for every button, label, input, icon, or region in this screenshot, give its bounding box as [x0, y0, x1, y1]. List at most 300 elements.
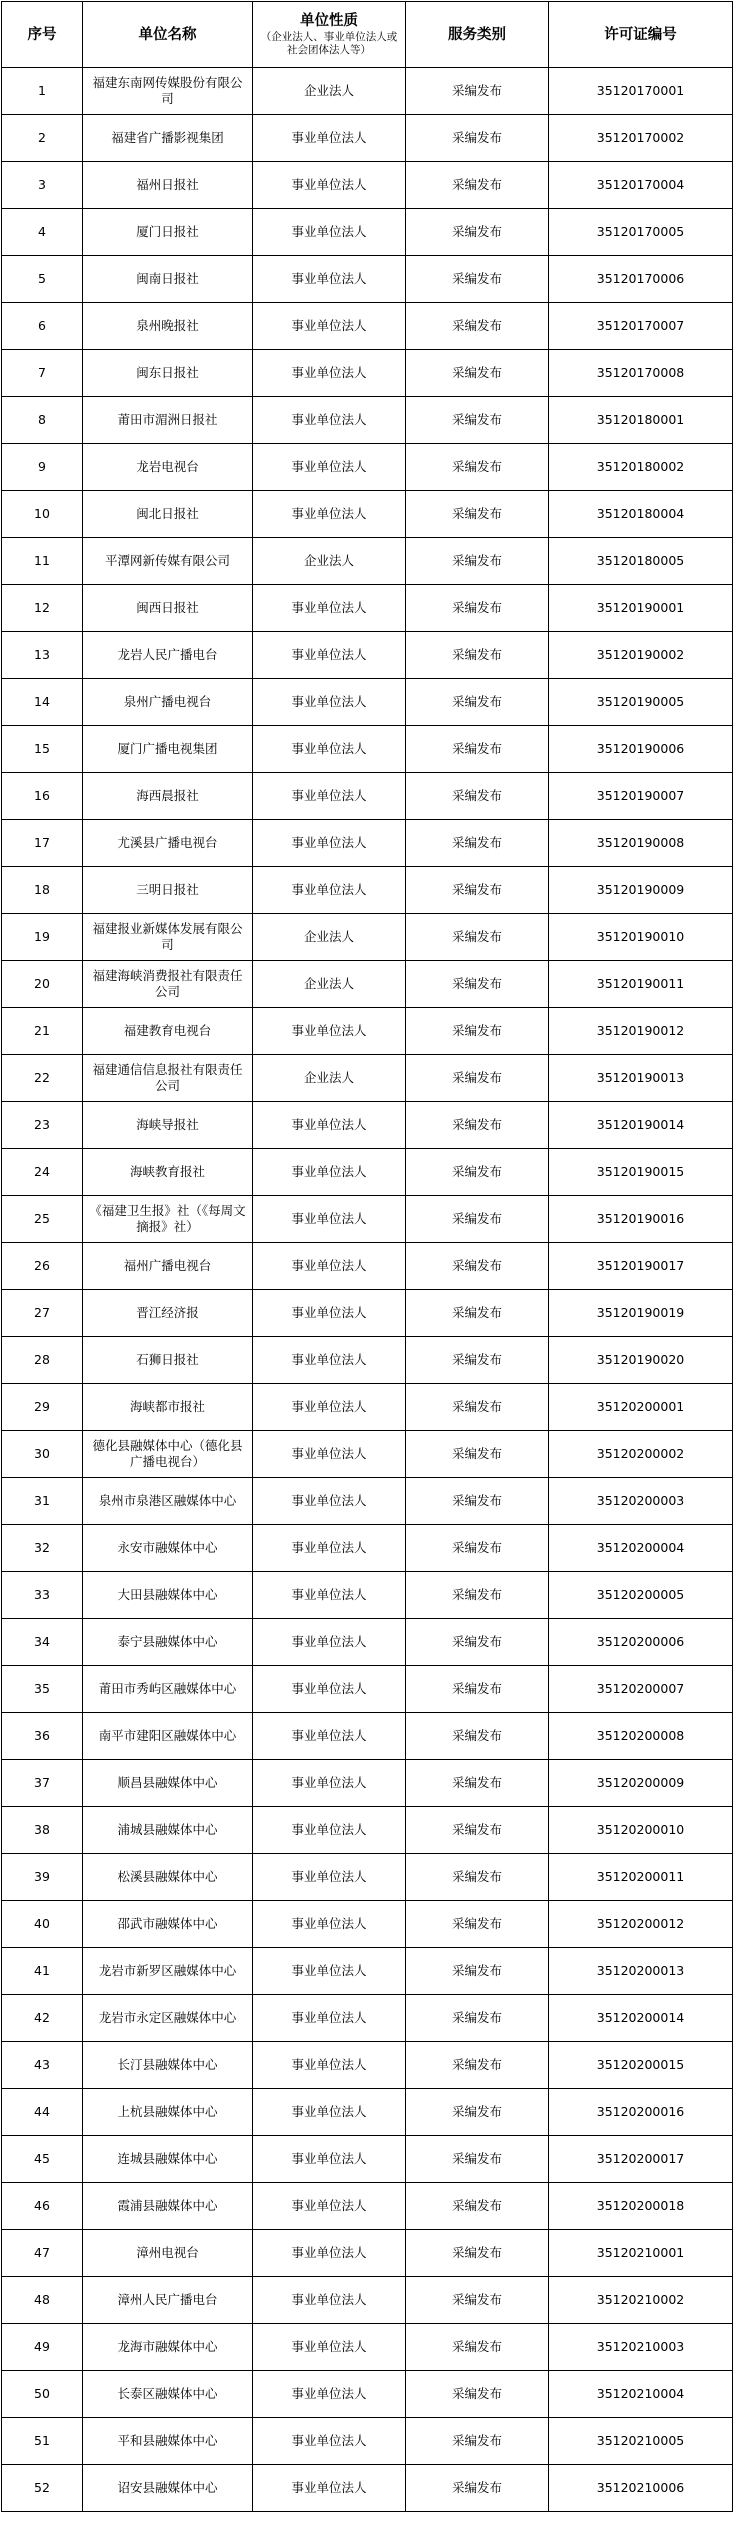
table-row: [2, 1854, 733, 1901]
cell-unit-type: 事业单位法人: [253, 115, 406, 162]
cell-seq: 47: [2, 2230, 83, 2277]
cell-seq: 21: [2, 1008, 83, 1055]
cell-unit-type: 事业单位法人: [253, 1243, 406, 1290]
cell-service-type: 采编发布: [406, 867, 549, 914]
cell-unit-type: 事业单位法人: [253, 2183, 406, 2230]
table-row: [2, 1666, 733, 1713]
cell-license-number: 35120190017: [549, 1243, 733, 1290]
cell-seq: 6: [2, 303, 83, 350]
header-service: 服务类别: [406, 2, 549, 68]
cell-seq: 36: [2, 1713, 83, 1760]
cell-unit-name: 泉州晚报社: [83, 303, 253, 350]
cell-license-number: 35120200014: [549, 1995, 733, 2042]
cell-license-number: 35120200006: [549, 1619, 733, 1666]
cell-service-type: 采编发布: [406, 256, 549, 303]
cell-unit-type: 事业单位法人: [253, 2042, 406, 2089]
cell-service-type: 采编发布: [406, 2230, 549, 2277]
cell-seq: 11: [2, 538, 83, 585]
table-body: [2, 68, 733, 2512]
cell-service-type: 采编发布: [406, 1572, 549, 1619]
cell-service-type: 采编发布: [406, 538, 549, 585]
cell-seq: 12: [2, 585, 83, 632]
cell-unit-name: 上杭县融媒体中心: [83, 2089, 253, 2136]
license-table: [1, 1, 733, 2512]
table-row: [2, 303, 733, 350]
table-row: [2, 1807, 733, 1854]
cell-unit-name: 漳州人民广播电台: [83, 2277, 253, 2324]
cell-unit-name: 德化县融媒体中心（德化县广播电视台）: [83, 1431, 253, 1478]
table-row: [2, 2277, 733, 2324]
cell-unit-type: 事业单位法人: [253, 1384, 406, 1431]
cell-seq: 42: [2, 1995, 83, 2042]
cell-seq: 39: [2, 1854, 83, 1901]
cell-service-type: 采编发布: [406, 1102, 549, 1149]
cell-seq: 38: [2, 1807, 83, 1854]
table-row: [2, 867, 733, 914]
cell-unit-type: 事业单位法人: [253, 444, 406, 491]
cell-unit-type: 事业单位法人: [253, 2371, 406, 2418]
cell-unit-type: 事业单位法人: [253, 2324, 406, 2371]
cell-unit-name: 大田县融媒体中心: [83, 1572, 253, 1619]
cell-seq: 3: [2, 162, 83, 209]
cell-service-type: 采编发布: [406, 585, 549, 632]
cell-seq: 50: [2, 2371, 83, 2418]
cell-unit-name: 闽东日报社: [83, 350, 253, 397]
cell-unit-type: 事业单位法人: [253, 1149, 406, 1196]
cell-unit-type: 事业单位法人: [253, 1478, 406, 1525]
cell-service-type: 采编发布: [406, 1901, 549, 1948]
cell-unit-type: 事业单位法人: [253, 679, 406, 726]
cell-license-number: 35120200002: [549, 1431, 733, 1478]
cell-seq: 40: [2, 1901, 83, 1948]
table-row: [2, 679, 733, 726]
cell-license-number: 35120210001: [549, 2230, 733, 2277]
cell-seq: 32: [2, 1525, 83, 1572]
cell-seq: 29: [2, 1384, 83, 1431]
table-row: [2, 1901, 733, 1948]
cell-seq: 1: [2, 68, 83, 115]
cell-license-number: 35120200013: [549, 1948, 733, 1995]
cell-service-type: 采编发布: [406, 820, 549, 867]
cell-service-type: 采编发布: [406, 1807, 549, 1854]
table-row: [2, 726, 733, 773]
cell-license-number: 35120200011: [549, 1854, 733, 1901]
cell-unit-name: 福建海峡消费报社有限责任公司: [83, 961, 253, 1008]
cell-unit-name: 尤溪县广播电视台: [83, 820, 253, 867]
table-row: [2, 820, 733, 867]
cell-unit-name: 顺昌县融媒体中心: [83, 1760, 253, 1807]
cell-seq: 48: [2, 2277, 83, 2324]
cell-unit-type: 事业单位法人: [253, 2230, 406, 2277]
cell-service-type: 采编发布: [406, 2136, 549, 2183]
cell-unit-type: 事业单位法人: [253, 1901, 406, 1948]
cell-service-type: 采编发布: [406, 679, 549, 726]
table-row: [2, 209, 733, 256]
cell-seq: 35: [2, 1666, 83, 1713]
cell-license-number: 35120190001: [549, 585, 733, 632]
table-row: [2, 538, 733, 585]
cell-unit-type: 事业单位法人: [253, 2136, 406, 2183]
table-row: [2, 444, 733, 491]
cell-service-type: 采编发布: [406, 961, 549, 1008]
cell-license-number: 35120190008: [549, 820, 733, 867]
cell-license-number: 35120170006: [549, 256, 733, 303]
header-row: [2, 2, 733, 68]
cell-service-type: 采编发布: [406, 491, 549, 538]
cell-seq: 25: [2, 1196, 83, 1243]
table-row: [2, 773, 733, 820]
cell-license-number: 35120200012: [549, 1901, 733, 1948]
cell-unit-type: 事业单位法人: [253, 1572, 406, 1619]
cell-unit-name: 永安市融媒体中心: [83, 1525, 253, 1572]
cell-unit-type: 事业单位法人: [253, 726, 406, 773]
cell-service-type: 采编发布: [406, 1525, 549, 1572]
cell-unit-type: 事业单位法人: [253, 209, 406, 256]
cell-seq: 15: [2, 726, 83, 773]
cell-license-number: 35120170002: [549, 115, 733, 162]
cell-service-type: 采编发布: [406, 1760, 549, 1807]
table-row: [2, 1337, 733, 1384]
table-row: [2, 2324, 733, 2371]
cell-seq: 43: [2, 2042, 83, 2089]
header-seq: 序号: [2, 2, 83, 68]
cell-unit-name: 福建东南网传媒股份有限公司: [83, 68, 253, 115]
table-row: [2, 1948, 733, 1995]
cell-unit-name: 闽南日报社: [83, 256, 253, 303]
cell-service-type: 采编发布: [406, 1478, 549, 1525]
table-row: [2, 1290, 733, 1337]
cell-license-number: 35120190012: [549, 1008, 733, 1055]
cell-license-number: 35120200009: [549, 1760, 733, 1807]
cell-license-number: 35120170004: [549, 162, 733, 209]
cell-license-number: 35120190013: [549, 1055, 733, 1102]
cell-unit-type: 企业法人: [253, 914, 406, 961]
table-row: [2, 2371, 733, 2418]
cell-seq: 27: [2, 1290, 83, 1337]
cell-unit-name: 泉州广播电视台: [83, 679, 253, 726]
cell-unit-type: 事业单位法人: [253, 1713, 406, 1760]
cell-seq: 30: [2, 1431, 83, 1478]
cell-seq: 16: [2, 773, 83, 820]
cell-unit-type: 事业单位法人: [253, 303, 406, 350]
cell-seq: 2: [2, 115, 83, 162]
cell-license-number: 35120190019: [549, 1290, 733, 1337]
table-row: [2, 1431, 733, 1478]
cell-service-type: 采编发布: [406, 1008, 549, 1055]
cell-unit-type: 事业单位法人: [253, 585, 406, 632]
cell-seq: 31: [2, 1478, 83, 1525]
table-row: [2, 256, 733, 303]
cell-unit-type: 企业法人: [253, 538, 406, 585]
cell-unit-name: 海峡都市报社: [83, 1384, 253, 1431]
cell-service-type: 采编发布: [406, 2277, 549, 2324]
cell-unit-name: 霞浦县融媒体中心: [83, 2183, 253, 2230]
cell-license-number: 35120170007: [549, 303, 733, 350]
cell-license-number: 35120190014: [549, 1102, 733, 1149]
cell-seq: 26: [2, 1243, 83, 1290]
cell-seq: 24: [2, 1149, 83, 1196]
cell-service-type: 采编发布: [406, 1666, 549, 1713]
cell-unit-name: 福州日报社: [83, 162, 253, 209]
cell-seq: 46: [2, 2183, 83, 2230]
header-nature-sub: （企业法人、事业单位法人或社会团体法人等）: [260, 30, 398, 56]
cell-unit-name: 龙岩电视台: [83, 444, 253, 491]
cell-seq: 17: [2, 820, 83, 867]
cell-unit-name: 龙岩市新罗区融媒体中心: [83, 1948, 253, 1995]
cell-service-type: 采编发布: [406, 1384, 549, 1431]
cell-license-number: 35120190009: [549, 867, 733, 914]
cell-unit-name: 平和县融媒体中心: [83, 2418, 253, 2465]
cell-license-number: 35120200008: [549, 1713, 733, 1760]
cell-unit-type: 事业单位法人: [253, 773, 406, 820]
table-row: [2, 491, 733, 538]
cell-service-type: 采编发布: [406, 2089, 549, 2136]
cell-unit-type: 事业单位法人: [253, 1431, 406, 1478]
cell-seq: 19: [2, 914, 83, 961]
cell-unit-name: 福建报业新媒体发展有限公司: [83, 914, 253, 961]
cell-unit-type: 事业单位法人: [253, 1525, 406, 1572]
cell-license-number: 35120180001: [549, 397, 733, 444]
table-row: [2, 397, 733, 444]
cell-seq: 34: [2, 1619, 83, 1666]
header-nature-title: 单位性质: [300, 12, 358, 29]
table-row: [2, 585, 733, 632]
cell-license-number: 35120210004: [549, 2371, 733, 2418]
cell-unit-type: 事业单位法人: [253, 1196, 406, 1243]
cell-seq: 9: [2, 444, 83, 491]
cell-unit-type: 事业单位法人: [253, 256, 406, 303]
cell-unit-type: 事业单位法人: [253, 397, 406, 444]
cell-license-number: 35120190002: [549, 632, 733, 679]
cell-unit-name: 三明日报社: [83, 867, 253, 914]
cell-unit-name: 连城县融媒体中心: [83, 2136, 253, 2183]
cell-service-type: 采编发布: [406, 350, 549, 397]
cell-service-type: 采编发布: [406, 1995, 549, 2042]
header-nature: [253, 2, 406, 68]
table-row: [2, 1478, 733, 1525]
table-row: [2, 115, 733, 162]
cell-license-number: 35120200017: [549, 2136, 733, 2183]
table-row: [2, 961, 733, 1008]
cell-license-number: 35120190006: [549, 726, 733, 773]
table-row: [2, 350, 733, 397]
cell-service-type: 采编发布: [406, 1948, 549, 1995]
cell-license-number: 35120200004: [549, 1525, 733, 1572]
cell-license-number: 35120180002: [549, 444, 733, 491]
cell-service-type: 采编发布: [406, 1196, 549, 1243]
cell-service-type: 采编发布: [406, 2371, 549, 2418]
table-row: [2, 162, 733, 209]
cell-unit-type: 事业单位法人: [253, 632, 406, 679]
cell-seq: 5: [2, 256, 83, 303]
cell-seq: 28: [2, 1337, 83, 1384]
table-row: [2, 1525, 733, 1572]
table-row: [2, 1713, 733, 1760]
cell-seq: 14: [2, 679, 83, 726]
cell-unit-type: 事业单位法人: [253, 2089, 406, 2136]
cell-license-number: 35120200016: [549, 2089, 733, 2136]
cell-unit-type: 事业单位法人: [253, 867, 406, 914]
cell-service-type: 采编发布: [406, 1290, 549, 1337]
cell-unit-name: 厦门日报社: [83, 209, 253, 256]
cell-unit-name: 龙岩人民广播电台: [83, 632, 253, 679]
cell-unit-name: 石狮日报社: [83, 1337, 253, 1384]
cell-unit-type: 事业单位法人: [253, 2465, 406, 2512]
cell-seq: 8: [2, 397, 83, 444]
cell-unit-name: 南平市建阳区融媒体中心: [83, 1713, 253, 1760]
cell-unit-type: 企业法人: [253, 1055, 406, 1102]
cell-license-number: 35120190015: [549, 1149, 733, 1196]
cell-service-type: 采编发布: [406, 303, 549, 350]
cell-seq: 41: [2, 1948, 83, 1995]
cell-unit-name: 闽西日报社: [83, 585, 253, 632]
cell-unit-name: 莆田市秀屿区融媒体中心: [83, 1666, 253, 1713]
cell-service-type: 采编发布: [406, 2465, 549, 2512]
cell-license-number: 35120190016: [549, 1196, 733, 1243]
cell-license-number: 35120200005: [549, 1572, 733, 1619]
cell-service-type: 采编发布: [406, 1713, 549, 1760]
cell-unit-name: 邵武市融媒体中心: [83, 1901, 253, 1948]
cell-license-number: 35120180004: [549, 491, 733, 538]
cell-service-type: 采编发布: [406, 115, 549, 162]
cell-service-type: 采编发布: [406, 1431, 549, 1478]
cell-unit-type: 事业单位法人: [253, 1760, 406, 1807]
cell-unit-type: 事业单位法人: [253, 491, 406, 538]
table-row: [2, 914, 733, 961]
cell-unit-type: 事业单位法人: [253, 1666, 406, 1713]
cell-seq: 13: [2, 632, 83, 679]
table-row: [2, 68, 733, 115]
cell-license-number: 35120180005: [549, 538, 733, 585]
cell-service-type: 采编发布: [406, 1149, 549, 1196]
cell-unit-type: 事业单位法人: [253, 1854, 406, 1901]
cell-unit-name: 龙岩市永定区融媒体中心: [83, 1995, 253, 2042]
table-row: [2, 1619, 733, 1666]
cell-license-number: 35120190007: [549, 773, 733, 820]
cell-license-number: 35120200007: [549, 1666, 733, 1713]
cell-service-type: 采编发布: [406, 209, 549, 256]
table-row: [2, 1760, 733, 1807]
cell-unit-name: 浦城县融媒体中心: [83, 1807, 253, 1854]
cell-seq: 10: [2, 491, 83, 538]
cell-unit-type: 事业单位法人: [253, 2277, 406, 2324]
cell-unit-name: 福州广播电视台: [83, 1243, 253, 1290]
cell-seq: 23: [2, 1102, 83, 1149]
cell-service-type: 采编发布: [406, 2324, 549, 2371]
cell-seq: 22: [2, 1055, 83, 1102]
cell-unit-name: 泉州市泉港区融媒体中心: [83, 1478, 253, 1525]
cell-service-type: 采编发布: [406, 1055, 549, 1102]
cell-license-number: 35120190010: [549, 914, 733, 961]
cell-service-type: 采编发布: [406, 1619, 549, 1666]
cell-unit-name: 海峡教育报社: [83, 1149, 253, 1196]
cell-unit-name: 福建省广播影视集团: [83, 115, 253, 162]
cell-service-type: 采编发布: [406, 397, 549, 444]
cell-service-type: 采编发布: [406, 1243, 549, 1290]
cell-service-type: 采编发布: [406, 773, 549, 820]
table-row: [2, 2136, 733, 2183]
cell-unit-type: 事业单位法人: [253, 1008, 406, 1055]
table-row: [2, 2042, 733, 2089]
table-row: [2, 2230, 733, 2277]
cell-unit-name: 长泰区融媒体中心: [83, 2371, 253, 2418]
cell-license-number: 35120200001: [549, 1384, 733, 1431]
cell-seq: 18: [2, 867, 83, 914]
cell-license-number: 35120200018: [549, 2183, 733, 2230]
cell-license-number: 35120210006: [549, 2465, 733, 2512]
table-row: [2, 632, 733, 679]
cell-seq: 49: [2, 2324, 83, 2371]
cell-unit-name: 海西晨报社: [83, 773, 253, 820]
cell-service-type: 采编发布: [406, 2042, 549, 2089]
cell-license-number: 35120210003: [549, 2324, 733, 2371]
cell-service-type: 采编发布: [406, 68, 549, 115]
cell-unit-name: 福建通信信息报社有限责任公司: [83, 1055, 253, 1102]
cell-license-number: 35120200015: [549, 2042, 733, 2089]
cell-license-number: 35120210005: [549, 2418, 733, 2465]
table-row: [2, 1243, 733, 1290]
cell-license-number: 35120210002: [549, 2277, 733, 2324]
cell-service-type: 采编发布: [406, 2183, 549, 2230]
cell-unit-type: 企业法人: [253, 961, 406, 1008]
cell-license-number: 35120200010: [549, 1807, 733, 1854]
cell-service-type: 采编发布: [406, 162, 549, 209]
table-row: [2, 1572, 733, 1619]
cell-service-type: 采编发布: [406, 914, 549, 961]
cell-seq: 44: [2, 2089, 83, 2136]
cell-seq: 45: [2, 2136, 83, 2183]
header-name: 单位名称: [83, 2, 253, 68]
cell-unit-type: 事业单位法人: [253, 1337, 406, 1384]
cell-unit-type: 事业单位法人: [253, 1948, 406, 1995]
cell-seq: 51: [2, 2418, 83, 2465]
cell-unit-type: 事业单位法人: [253, 2418, 406, 2465]
table-row: [2, 2465, 733, 2512]
cell-license-number: 35120190011: [549, 961, 733, 1008]
cell-unit-name: 莆田市湄洲日报社: [83, 397, 253, 444]
cell-unit-type: 企业法人: [253, 68, 406, 115]
table-row: [2, 2089, 733, 2136]
cell-unit-type: 事业单位法人: [253, 350, 406, 397]
table-row: [2, 1055, 733, 1102]
cell-unit-type: 事业单位法人: [253, 1290, 406, 1337]
cell-unit-name: 晋江经济报: [83, 1290, 253, 1337]
cell-unit-name: 闽北日报社: [83, 491, 253, 538]
header-license: 许可证编号: [549, 2, 733, 68]
cell-seq: 4: [2, 209, 83, 256]
table-row: [2, 1995, 733, 2042]
cell-seq: 20: [2, 961, 83, 1008]
cell-service-type: 采编发布: [406, 726, 549, 773]
cell-unit-name: 诏安县融媒体中心: [83, 2465, 253, 2512]
cell-service-type: 采编发布: [406, 2418, 549, 2465]
cell-unit-name: 龙海市融媒体中心: [83, 2324, 253, 2371]
cell-unit-type: 事业单位法人: [253, 162, 406, 209]
cell-unit-name: 长汀县融媒体中心: [83, 2042, 253, 2089]
cell-unit-name: 厦门广播电视集团: [83, 726, 253, 773]
table-row: [2, 1384, 733, 1431]
cell-license-number: 35120200003: [549, 1478, 733, 1525]
cell-license-number: 35120170008: [549, 350, 733, 397]
table-row: [2, 2418, 733, 2465]
cell-unit-name: 平潭网新传媒有限公司: [83, 538, 253, 585]
cell-service-type: 采编发布: [406, 632, 549, 679]
cell-unit-name: 海峡导报社: [83, 1102, 253, 1149]
table-row: [2, 2183, 733, 2230]
table-row: [2, 1196, 733, 1243]
cell-seq: 7: [2, 350, 83, 397]
cell-unit-name: 福建教育电视台: [83, 1008, 253, 1055]
